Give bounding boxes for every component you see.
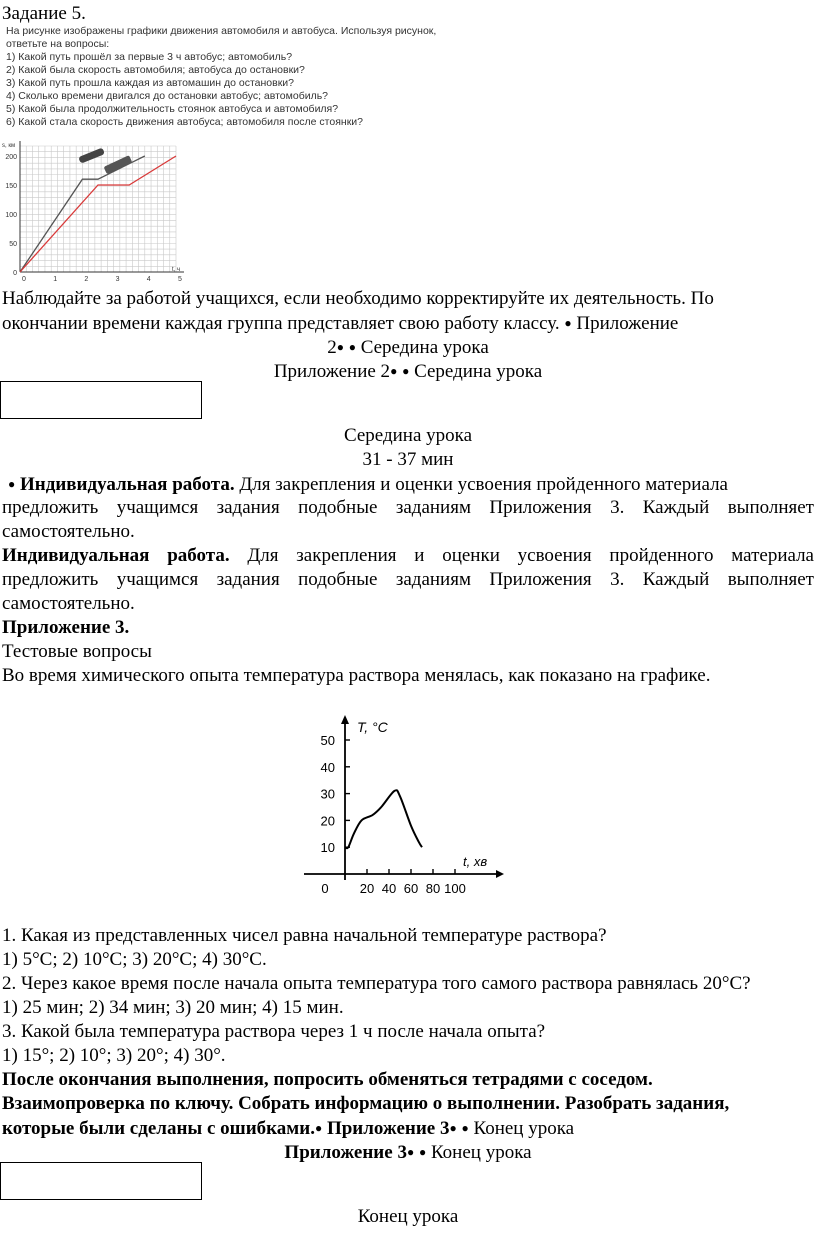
x-tick-label: 3 <box>115 276 120 283</box>
answers-1: 1) 5°С; 2) 10°С; 3) 20°С; 4) 30°С. <box>2 949 267 970</box>
question-2: 2. Через какое время после начала опыта температура того самого раствора равнялась 20°С? <box>2 973 751 994</box>
x-tick-label: 100 <box>444 881 466 896</box>
app2-link[interactable]: Приложение <box>576 313 679 334</box>
y-tick-label: 30 <box>320 786 335 802</box>
x-axis-arrow <box>496 870 504 878</box>
x-tick-label: 4 <box>146 276 151 283</box>
para1-line <box>2 311 678 336</box>
task5-image-line: 3) Какой путь прошла каждая из автомашин до остановки? <box>6 77 295 89</box>
x-tick-label: 5 <box>178 276 182 283</box>
after-line: После окончания выполнения, попросить обменяться тетрадями с соседом. <box>2 1069 653 1090</box>
middle-title: Середина урока <box>343 425 473 446</box>
indiv1-heading: Индивидуальная работа. <box>20 474 235 495</box>
middle-link[interactable]: Середина урока <box>414 361 543 382</box>
y-tick-label: 150 <box>5 183 17 190</box>
indiv2-line <box>2 544 814 568</box>
task5-image-line: 2) Какой была скорость автомобиля; автобуса до остановки? <box>6 64 305 76</box>
y-tick-label: 50 <box>9 241 17 248</box>
app2-line <box>0 335 816 360</box>
bullet-icon: ● <box>390 364 398 378</box>
y-axis-label: s, км <box>2 143 16 149</box>
app3-link[interactable]: Приложение 3 <box>284 1142 407 1163</box>
task5-image-line: На рисунке изображены графики движения автомобиля и автобуса. Используя рисунок, <box>6 25 437 37</box>
indiv1-line <box>8 472 728 497</box>
x-tick-label: 20 <box>359 881 375 896</box>
after-line-3 <box>2 1116 574 1141</box>
end-link[interactable]: Конец урока <box>430 1142 532 1163</box>
answers-3: 1) 15°; 2) 10°; 3) 20°; 4) 30°. <box>2 1045 226 1066</box>
y-axis-label: T, °C <box>357 719 388 735</box>
x-tick-label: 2 <box>84 276 89 283</box>
app2-number[interactable]: 2 <box>327 337 337 358</box>
task5-image-line: ответьте на вопросы: <box>6 38 110 50</box>
app3-heading: Приложение 3. <box>2 617 130 638</box>
middle-link[interactable]: Середина урока <box>360 337 489 358</box>
after-line: Взаимопроверка по ключу. Собрать информацию о выполнении. Разобрать задания, <box>2 1093 730 1114</box>
motion-chart <box>0 140 190 285</box>
x-tick-label: 0 <box>321 881 329 896</box>
bullet-icon: ● <box>402 364 410 378</box>
x-tick-label: 40 <box>381 881 397 896</box>
task5-image-line: 6) Какой стала скорость движения автобуса; автомобиля после стоянки? <box>6 116 363 128</box>
indiv1-text: Для закрепления и оценки усвоения пройденного материала <box>234 474 728 495</box>
placeholder-box <box>0 381 202 419</box>
task5-title: Задание 5. <box>2 3 86 24</box>
indiv2-text: Для закрепления и оценки усвоения пройденного материала <box>229 545 814 566</box>
bullet-icon: ● <box>336 340 344 354</box>
temperature-chart <box>300 712 515 912</box>
para1-line: Наблюдайте за работой учащихся, если необходимо корректируйте их деятельность. По <box>2 288 714 309</box>
x-axis-label: t, ч <box>172 267 181 273</box>
question-3: 3. Какой была температура раствора через 1 ч после начала опыта? <box>2 1021 546 1042</box>
after-text: которые были сделаны с ошибками. <box>2 1118 315 1139</box>
test-intro: Во время химического опыта температура раствора менялась, как показано на графике. <box>2 665 711 686</box>
question-1: 1. Какая из представленных чисел равна начальной температуре раствора? <box>2 925 607 946</box>
task5-image-line: 1) Какой путь прошёл за первые 3 ч автобус; автомобиль? <box>6 51 293 63</box>
middle-time: 31 - 37 мин <box>362 449 454 470</box>
y-tick-label: 200 <box>5 154 17 161</box>
y-tick-label: 0 <box>13 270 17 277</box>
bullet-icon: ● <box>348 340 356 354</box>
indiv2-heading: Индивидуальная работа. <box>2 545 230 566</box>
y-tick-label: 50 <box>320 733 335 748</box>
answers-2: 1) 25 мин; 2) 34 мин; 3) 20 мин; 4) 15 мин. <box>2 997 344 1018</box>
indiv2-line3: самостоятельно. <box>2 593 135 614</box>
bullet-icon: ● <box>418 1145 427 1159</box>
indiv1-line2: предложить учащимся задания подобные заданиям Приложения 3. Каждый выполняет <box>2 497 814 518</box>
bullet-icon: ● <box>406 1145 415 1159</box>
bullet-icon: ● <box>314 1121 323 1135</box>
bullet-icon: ● <box>449 1121 457 1135</box>
bullet-icon: ● <box>461 1121 469 1135</box>
end-title: Конец урока <box>357 1206 459 1227</box>
indiv2-line2: предложить учащимся задания подобные заданиям Приложения 3. Каждый выполняет <box>2 569 814 590</box>
y-tick-label: 40 <box>320 759 335 775</box>
app3-link[interactable]: Приложение 3 <box>326 1118 450 1139</box>
x-axis-label: t, хв <box>463 854 488 869</box>
task5-image-line: 4) Сколько времени двигался до остановки автобус; автомобиль? <box>6 90 329 102</box>
temperature-curve <box>345 790 422 848</box>
x-tick-label: 80 <box>425 881 441 896</box>
placeholder-box <box>0 1162 202 1200</box>
app2-full[interactable]: Приложение 2 <box>273 361 391 382</box>
y-tick-label: 10 <box>320 840 335 856</box>
x-tick-label: 60 <box>403 881 419 896</box>
x-tick-label: 1 <box>53 276 58 283</box>
test-title: Тестовые вопросы <box>2 641 152 662</box>
y-tick-label: 100 <box>5 212 17 219</box>
bullet-icon: ● <box>8 477 16 491</box>
task5-image-line: 5) Какой была продолжительность стоянок автобуса и автомобиля? <box>6 103 339 115</box>
indiv1-line3: самостоятельно. <box>2 521 135 542</box>
para1-text: окончании времени каждая группа представляет свою работу классу. <box>2 313 560 334</box>
y-axis-arrow <box>341 715 349 724</box>
x-tick-label: 0 <box>22 276 26 283</box>
y-tick-label: 20 <box>320 813 335 829</box>
end-link[interactable]: Конец урока <box>473 1118 575 1139</box>
bullet-icon: ● <box>564 316 572 330</box>
